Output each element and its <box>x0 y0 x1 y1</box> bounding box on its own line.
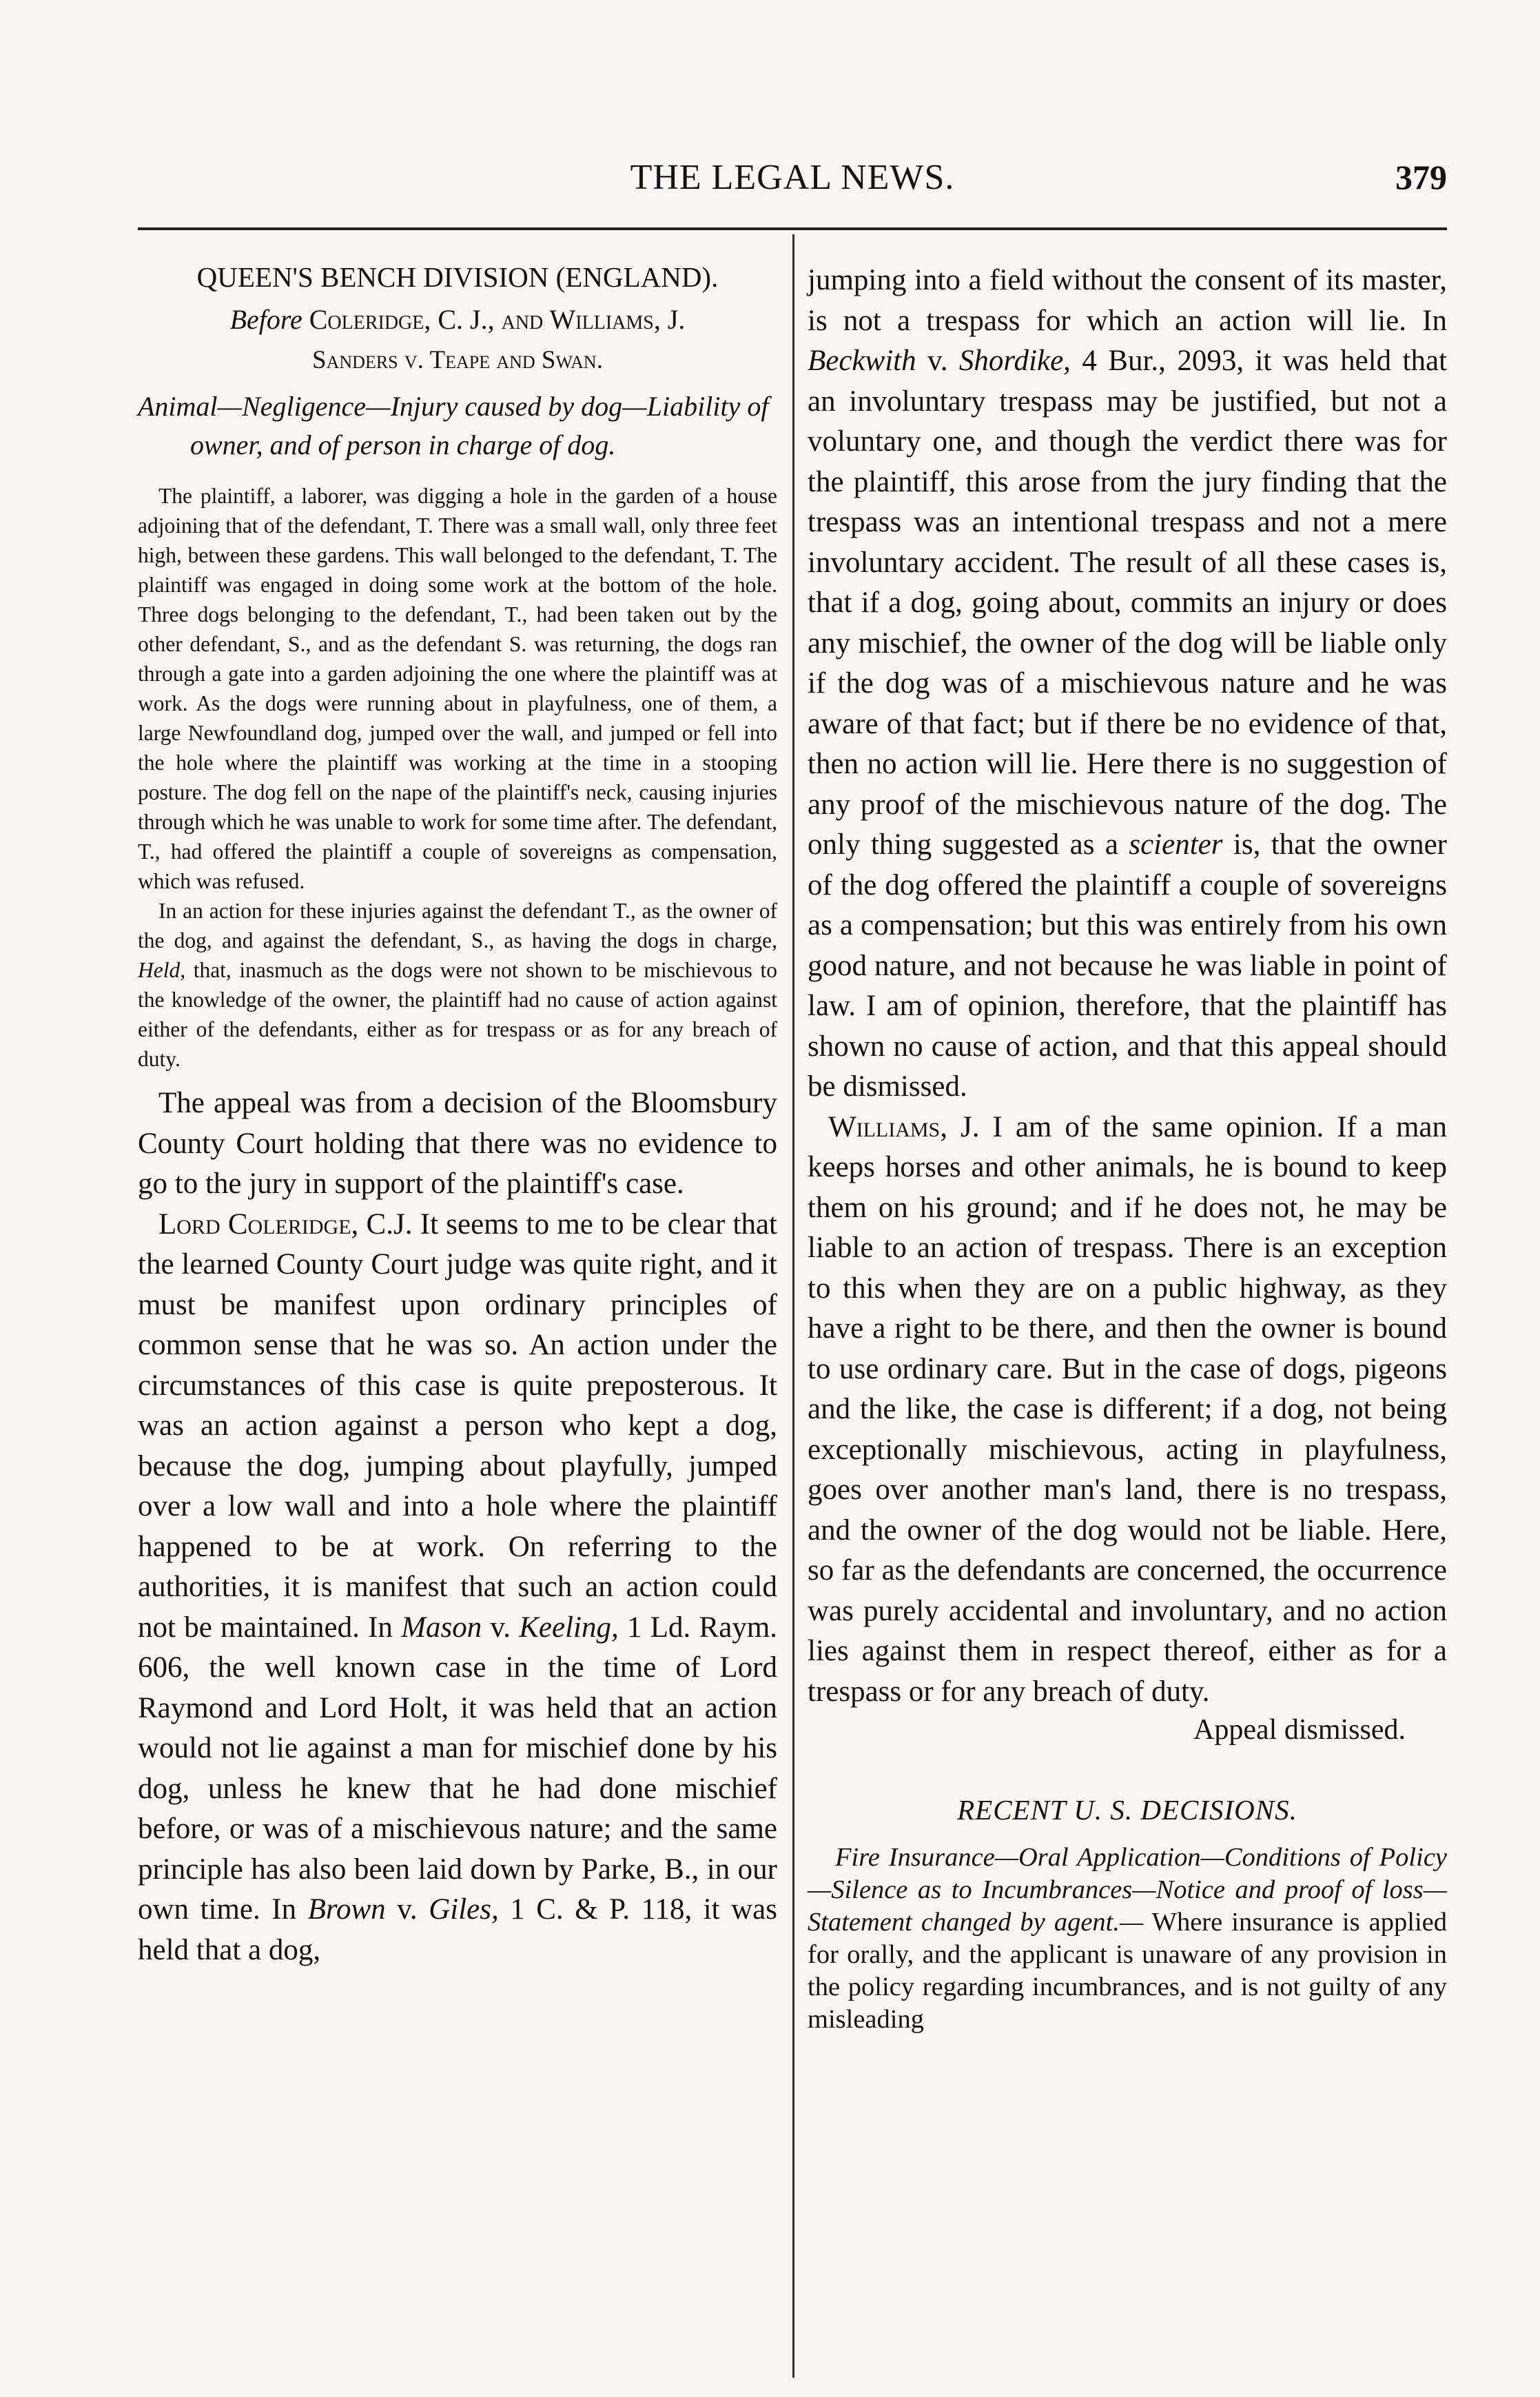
held-word: Held, <box>138 958 186 982</box>
case-giles: Giles, <box>429 1893 499 1926</box>
page-number: 379 <box>1395 158 1447 196</box>
case-shordike: Shordike, <box>958 345 1071 377</box>
scienter-word: scienter <box>1129 828 1223 861</box>
us-decision-topic: Fire Insurance—Oral Application—Conditions of Policy—Silence as to Incumbrances—Notice and proof of loss—Statement changed by agent.— <box>808 1843 1447 1937</box>
case-v-3: v. <box>927 345 948 377</box>
headnote-holding-a: In an action for these injuries against the defendant T., as the owner of the dog, and against the defendant, S., as having the dogs in charge, <box>138 899 777 952</box>
left-column <box>138 261 777 1970</box>
appeal-paragraph: The appeal was from a decision of the Bloomsbury County Court holding that there was no evidence to go to the jury in support of the plaintiff's case. <box>138 1087 777 1200</box>
section-title: RECENT U. S. DECISIONS. <box>957 1794 1297 1826</box>
coleridge-text-a: It seems to me to be clear that the learned County Court judge was quite right, and it must be manifest upon ordinary principles of common sense that he was so. An action under the circumstances of this case is quite preposterous. It was an action against a person who kept a dog, because the dog, jumping about playfully, jumped over a low wall and into a hole where the plaintiff happened to be at work. On referring to the authorities, it is manifest that such an action could not be maintained. In <box>138 1207 778 1644</box>
case-brown: Brown <box>307 1893 386 1926</box>
before-word: Before <box>229 304 302 335</box>
case-mason: Mason <box>401 1611 482 1644</box>
court-heading: QUEEN'S BENCH DIVISION (ENGLAND). <box>196 261 719 293</box>
coleridge-text-c: 1 C. & P. 118, it was held that a dog, <box>138 1893 778 1966</box>
page-header <box>138 157 1447 212</box>
case-v-1: v. <box>490 1611 511 1644</box>
headnote-holding-b: that, inasmuch as the dogs were not shown to be mischievous to the knowledge of the owner, the plaintiff had no cause of action against either of the defendants, either as for trespass or as for any breach of duty. <box>138 958 777 1071</box>
right-column <box>808 261 1447 2036</box>
us-decision-text: Where insurance is applied for orally, and the applicant is unaware of any provision in the policy regarding incumbrances, and is not guilty of any misleading <box>808 1908 1447 2034</box>
continued-paragraph <box>808 261 1447 1108</box>
running-title: THE LEGAL NEWS. <box>630 158 955 197</box>
williams-paragraph <box>808 1108 1447 1713</box>
williams-text: I am of the same opinion. If a man keeps horses and other animals, he is bound to keep them on his ground; and if he does not, he may be liable to an action of trespass. There is an exception to this when they are on a public highway, as they have a right to be there, and then the owner is bound to use ordinary care. But in the case of dogs, pigeons and the like, the case is different; if a dog, not being exceptionally mischievous, acting in playfulness, goes over another man's land, there is no trespass, and the owner of the dog would not be liable. Here, so far as the defendants are concerned, the occurrence was purely accidental and involuntary, and no action lies against them in respect thereof, either as for a trespass or for any breach of duty. <box>808 1110 1447 1708</box>
continued-text-c: is, that the owner of the dog offered the plaintiff a couple of sovereigns as a compensation; but this was entirely from his own good nature, and not because he was liable in point of law. I am of opinion, therefore, that the plaintiff has shown no cause of action, and that this appeal should be dismissed. <box>808 828 1447 1103</box>
appeal-dismissed: Appeal dismissed. <box>1193 1714 1406 1746</box>
case-parties: Sanders v. Teape and Swan. <box>312 346 603 374</box>
coleridge-text-b: 1 Ld. Raym. 606, the well known case in the time of Lord Raymond and Lord Holt, it was held that an action would not lie against a man for mischief done by his dog, unless he knew that he had done mischief before, or was of a mischievous nature; and the same principle has also been laid down by Parke, B., in our own time. In <box>138 1611 778 1926</box>
case-keeling: Keeling, <box>519 1611 619 1644</box>
header-rule <box>138 227 1447 230</box>
continued-text-b: 4 Bur., 2093, it was held that an involuntary trespass may be justified, but not a voluntary one, and though the verdict there was for the plaintiff, this arose from the jury finding that the trespass was an intentional trespass and not a mere involuntary accident. The result of all these cases is, that if a dog, going about, commits an injury or does any mischief, the owner of the dog will be liable only if the dog was of a mischievous nature and he was aware of that fact; but if there be no evidence of that, then no action will lie. Here there is no suggestion of any proof of the mischievous nature of the dog. The only thing suggested as a <box>808 345 1448 861</box>
us-decision-paragraph <box>808 1842 1447 2036</box>
headnote-facts: The plaintiff, a laborer, was digging a hole in the garden of a house adjoining that of the defendant, T. There was a small wall, only three feet high, between these gardens. This wall belonged to the defendant, T. The plaintiff was engaged in doing some work at the bottom of the hole. Three dogs belonging to the defendant, T., had been taken out by the other defendant, S., and as the defendant S. was returning, the dogs ran through a gate into a garden adjoining the one where the plaintiff was at work. As the dogs were running about in playfulness, one of them, a large Newfoundland dog, jumped over the wall, and jumped or fell into the hole where the plaintiff was working at the time in a stooping posture. The dog fell on the nape of the plaintiff's neck, causing injuries through which he was unable to work for some time after. The defendant, T., had offered the plaintiff a couple of sovereigns as compensation, which was refused. <box>138 484 777 893</box>
coleridge-paragraph <box>138 1205 777 1971</box>
judges-names: Coleridge, C. J., and Williams, J. <box>309 304 686 335</box>
column-divider <box>792 234 794 2378</box>
speaker-williams: Williams, J. <box>828 1110 980 1143</box>
case-beckwith: Beckwith <box>808 345 916 377</box>
headnote-holding <box>138 896 777 1074</box>
judges-line <box>138 303 777 336</box>
case-v-2: v. <box>397 1893 418 1926</box>
case-subject: Animal—Negligence—Injury caused by dog—Liability of owner, and of person in charge of dog. <box>138 391 769 460</box>
continued-text-a: jumping into a field without the consent of its master, is not a trespass for which an action will lie. In <box>808 264 1447 337</box>
speaker-coleridge: Lord Coleridge, C.J. <box>158 1207 413 1241</box>
